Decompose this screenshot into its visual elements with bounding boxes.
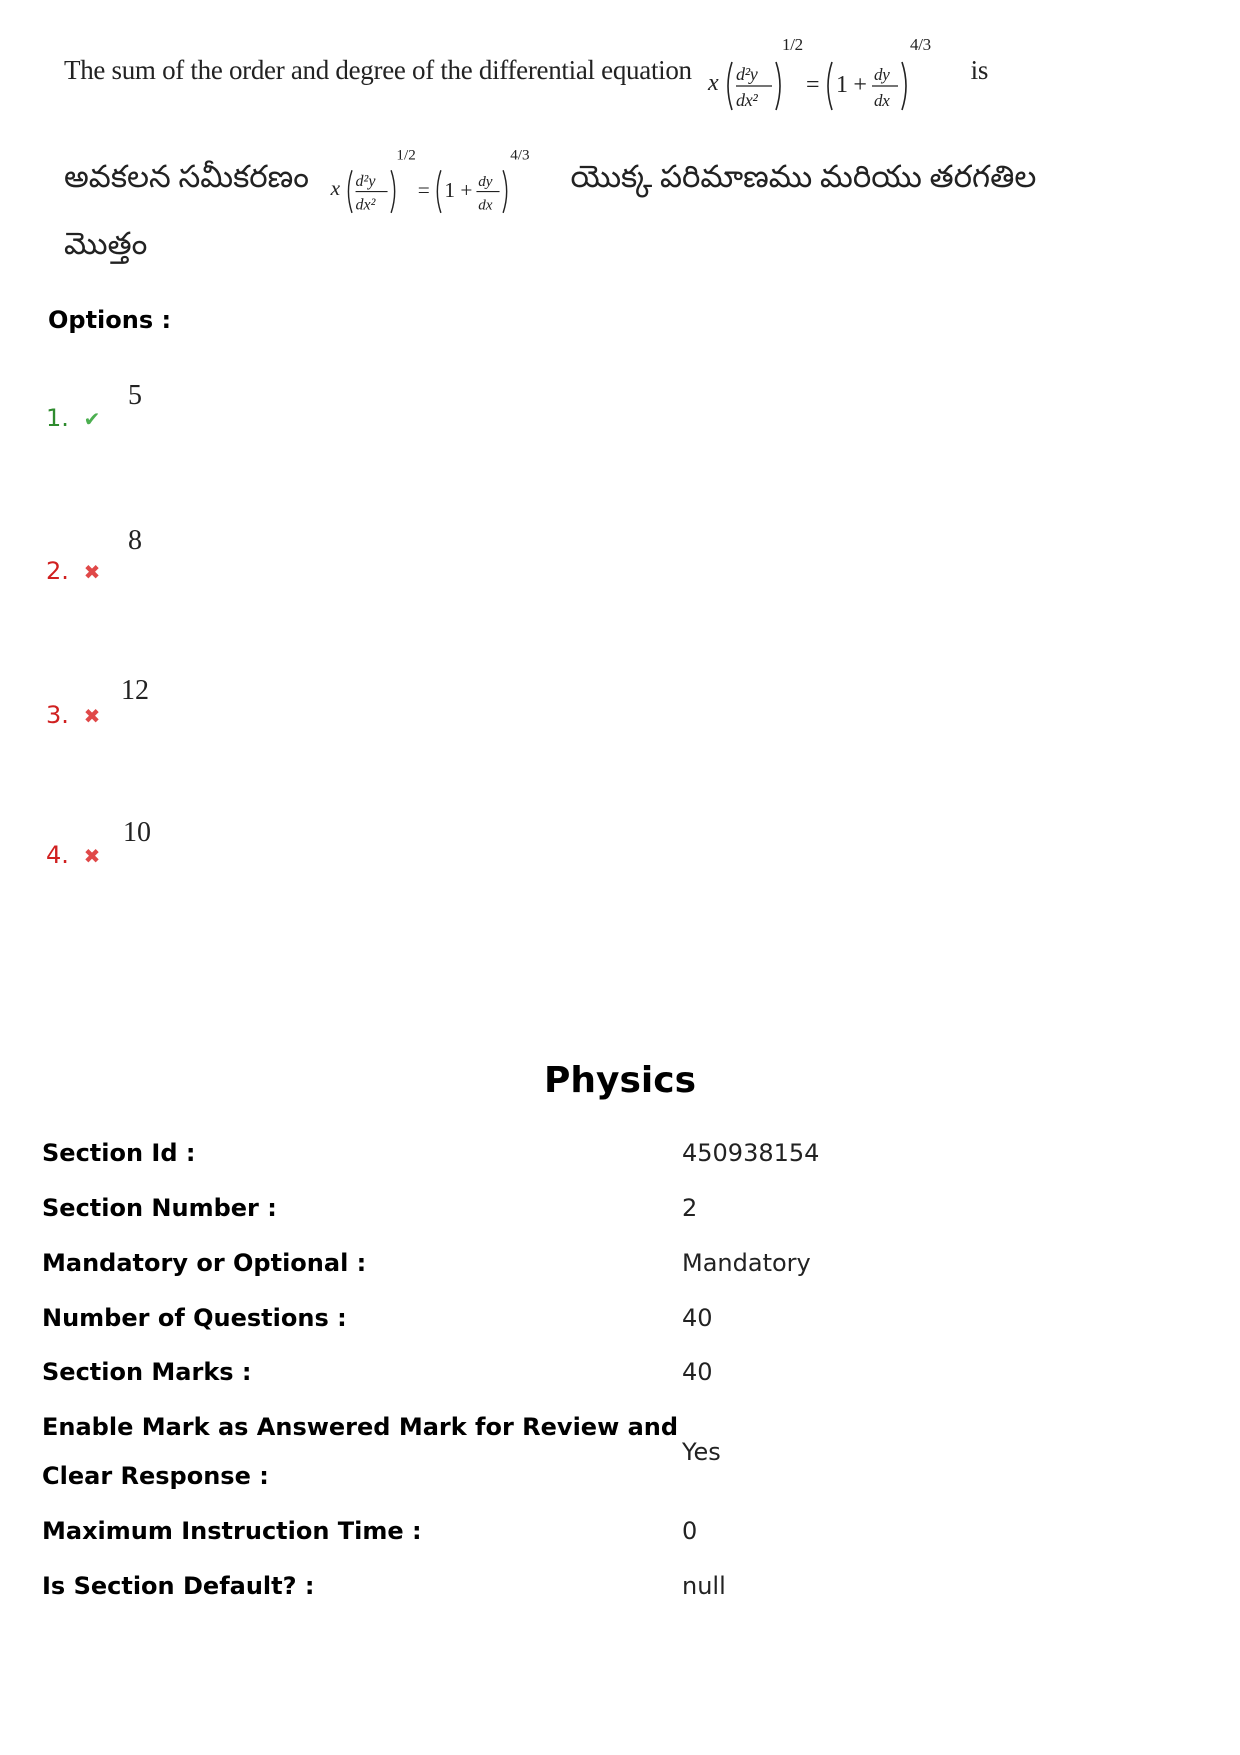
eq-dx: dx xyxy=(874,91,890,110)
option-2-value: 8 xyxy=(128,525,142,556)
num-questions-label: Number of Questions : xyxy=(42,1304,347,1332)
enable-mark-label-line2: Clear Response : xyxy=(42,1462,269,1490)
eq-equals: = xyxy=(806,72,820,98)
eq-one-plus: 1 + xyxy=(836,72,867,98)
question-text-telugu-line2: మొత్తం xyxy=(64,226,148,261)
question-telugu-prefix: అవకలన సమీకరణం xyxy=(64,159,309,195)
question-text-telugu xyxy=(64,140,1036,220)
max-instruction-time-label: Maximum Instruction Time : xyxy=(42,1517,422,1545)
eq-dx2: dx² xyxy=(736,90,758,110)
option-2 xyxy=(46,557,100,585)
eq-d2y: d²y xyxy=(736,64,758,84)
max-instruction-time-value: 0 xyxy=(682,1517,698,1545)
option-number: 3. xyxy=(46,701,69,729)
options-label: Options : xyxy=(48,306,172,334)
option-4-value: 10 xyxy=(123,817,151,848)
section-id-value: 450938154 xyxy=(682,1139,820,1167)
section-id-label: Section Id : xyxy=(42,1139,196,1167)
svg-text:dx: dx xyxy=(477,197,493,214)
option-3 xyxy=(46,701,100,729)
option-number: 1. xyxy=(46,404,69,432)
section-marks-label: Section Marks : xyxy=(42,1358,252,1386)
question-telugu-suffix: యొక్క పరిమాణము మరియు తరగతిల xyxy=(570,159,1037,195)
svg-text:d²y: d²y xyxy=(355,173,376,191)
section-default-label: Is Section Default? : xyxy=(42,1572,315,1600)
svg-text:1 +: 1 + xyxy=(444,177,473,202)
svg-text:=: = xyxy=(417,177,430,202)
cross-icon: ✖ xyxy=(83,844,101,868)
svg-text:x: x xyxy=(330,176,340,201)
mandatory-value: Mandatory xyxy=(682,1249,811,1277)
section-number-value: 2 xyxy=(682,1194,698,1222)
mandatory-label: Mandatory or Optional : xyxy=(42,1249,367,1277)
cross-icon: ✖ xyxy=(83,560,101,584)
enable-mark-label: Enable Mark as Answered Mark for Review and xyxy=(42,1413,679,1441)
option-4 xyxy=(46,841,100,869)
svg-text:dy: dy xyxy=(477,174,493,191)
option-number: 4. xyxy=(46,841,69,869)
question-english-prefix: The sum of the order and degree of the differential equation xyxy=(64,55,692,86)
equation-image xyxy=(706,28,956,118)
eq-exp-left: 1/2 xyxy=(782,35,804,54)
svg-text:4/3: 4/3 xyxy=(509,147,530,164)
enable-mark-value: Yes xyxy=(682,1438,721,1466)
option-3-value: 12 xyxy=(121,675,149,706)
eq-dy: dy xyxy=(874,65,890,84)
section-marks-value: 40 xyxy=(682,1358,713,1386)
cross-icon: ✖ xyxy=(83,704,101,728)
equation-image-telugu xyxy=(325,140,555,220)
option-number: 2. xyxy=(46,557,69,585)
question-text-english xyxy=(64,28,988,118)
section-default-value: null xyxy=(682,1572,726,1600)
eq-exp-right: 4/3 xyxy=(910,35,932,54)
svg-text:1/2: 1/2 xyxy=(396,147,416,164)
question-english-suffix: is xyxy=(970,55,989,86)
section-number-label: Section Number : xyxy=(42,1194,277,1222)
option-1 xyxy=(46,404,100,432)
option-1-value: 5 xyxy=(128,380,142,411)
num-questions-value: 40 xyxy=(682,1304,713,1332)
eq-x: x xyxy=(708,70,719,96)
check-icon: ✔ xyxy=(83,407,101,431)
svg-text:dx²: dx² xyxy=(355,196,376,214)
section-title: Physics xyxy=(543,1060,696,1101)
